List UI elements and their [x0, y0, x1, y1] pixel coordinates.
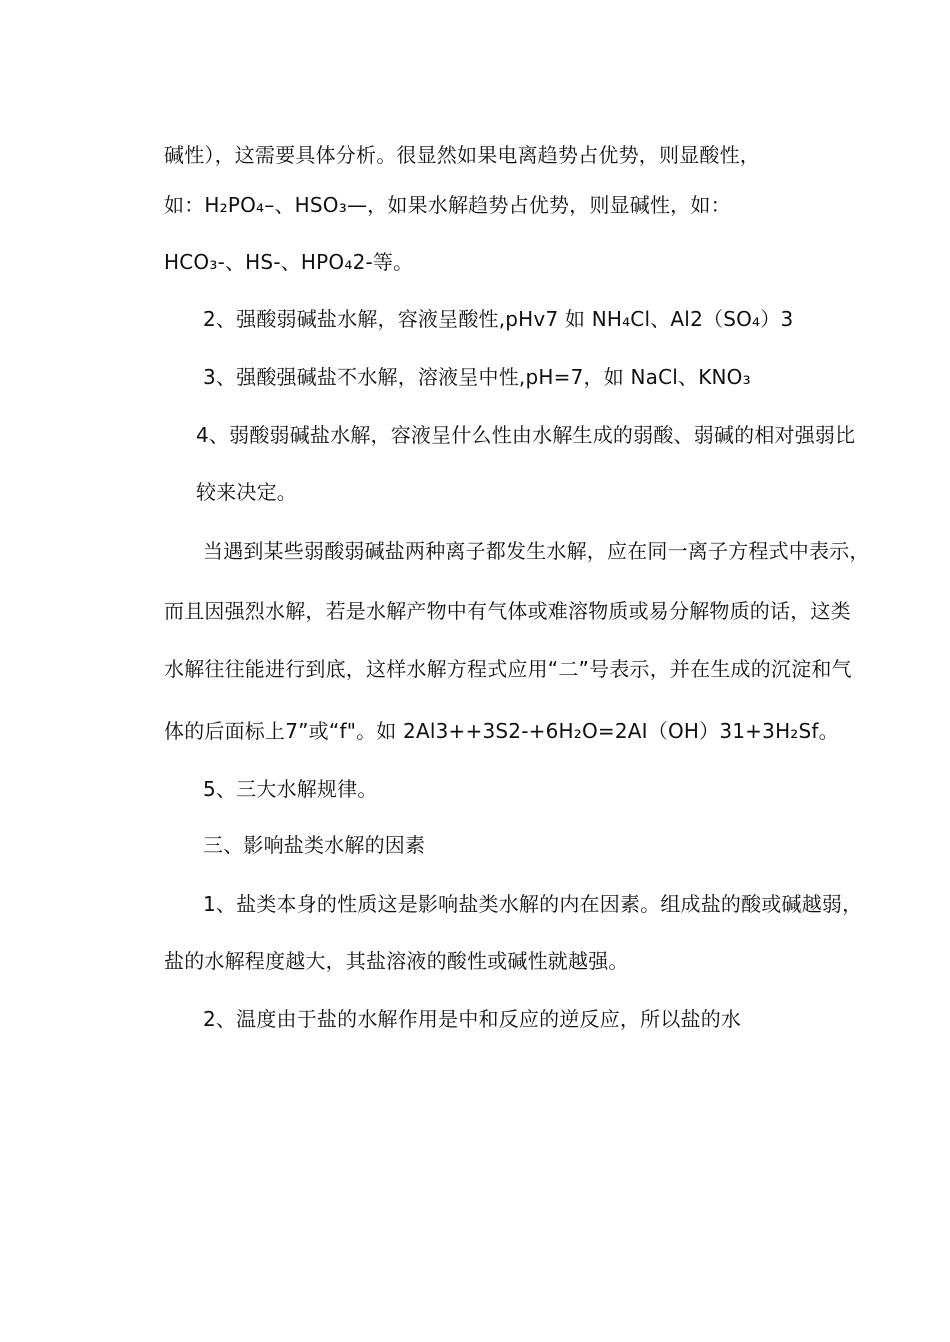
text-line: 2、温度由于盐的水解作用是中和反应的逆反应，所以盐的水	[203, 1007, 742, 1031]
text-line: 碱性），这需要具体分析。很显然如果电离趋势占优势，则显酸性，	[164, 143, 760, 167]
text-line: 水解往往能进行到底，这样水解方程式应用“二”号表示，并在生成的沉淀和气	[164, 657, 852, 681]
text-line: 体的后面标上7”或“f"。如 2Al3++3S2-+6H₂O=2AI（OH）31+3H₂Sf。	[164, 719, 839, 743]
text-line: 而且因强烈水解，若是水解产物中有气体或难溶物质或易分解物质的话，这类	[164, 599, 851, 623]
section-heading: 三、影响盐类水解的因素	[203, 833, 426, 857]
text-line: HCO₃-、HS-、HPO₄2-等。	[164, 250, 414, 274]
text-line: 1、盐类本身的性质这是影响盐类水解的内在因素。组成盐的酸或碱越弱，	[203, 892, 863, 916]
text-line: 2、强酸弱碱盐水解，容液呈酸性,pHv7 如 NH₄Cl、Al2（SO₄）3	[203, 307, 794, 331]
text-line: 5、三大水解规律。	[203, 777, 378, 801]
text-line: 较来决定。	[196, 480, 297, 504]
text-line: 如：H₂PO₄–、HSO₃—，如果水解趋势占优势，则显碱性，如：	[164, 193, 731, 217]
text-line: 盐的水解程度越大，其盐溶液的酸性或碱性就越强。	[164, 949, 629, 973]
text-line: 3、强酸强碱盐不水解，溶液呈中性,pH=7，如 NaCl、KNO₃	[203, 365, 751, 389]
text-line: 当遇到某些弱酸弱碱盐两种离子都发生水解，应在同一离子方程式中表示，	[203, 539, 870, 563]
text-line: 4、弱酸弱碱盐水解，容液呈什么性由水解生成的弱酸、弱碱的相对强弱比	[196, 423, 856, 447]
